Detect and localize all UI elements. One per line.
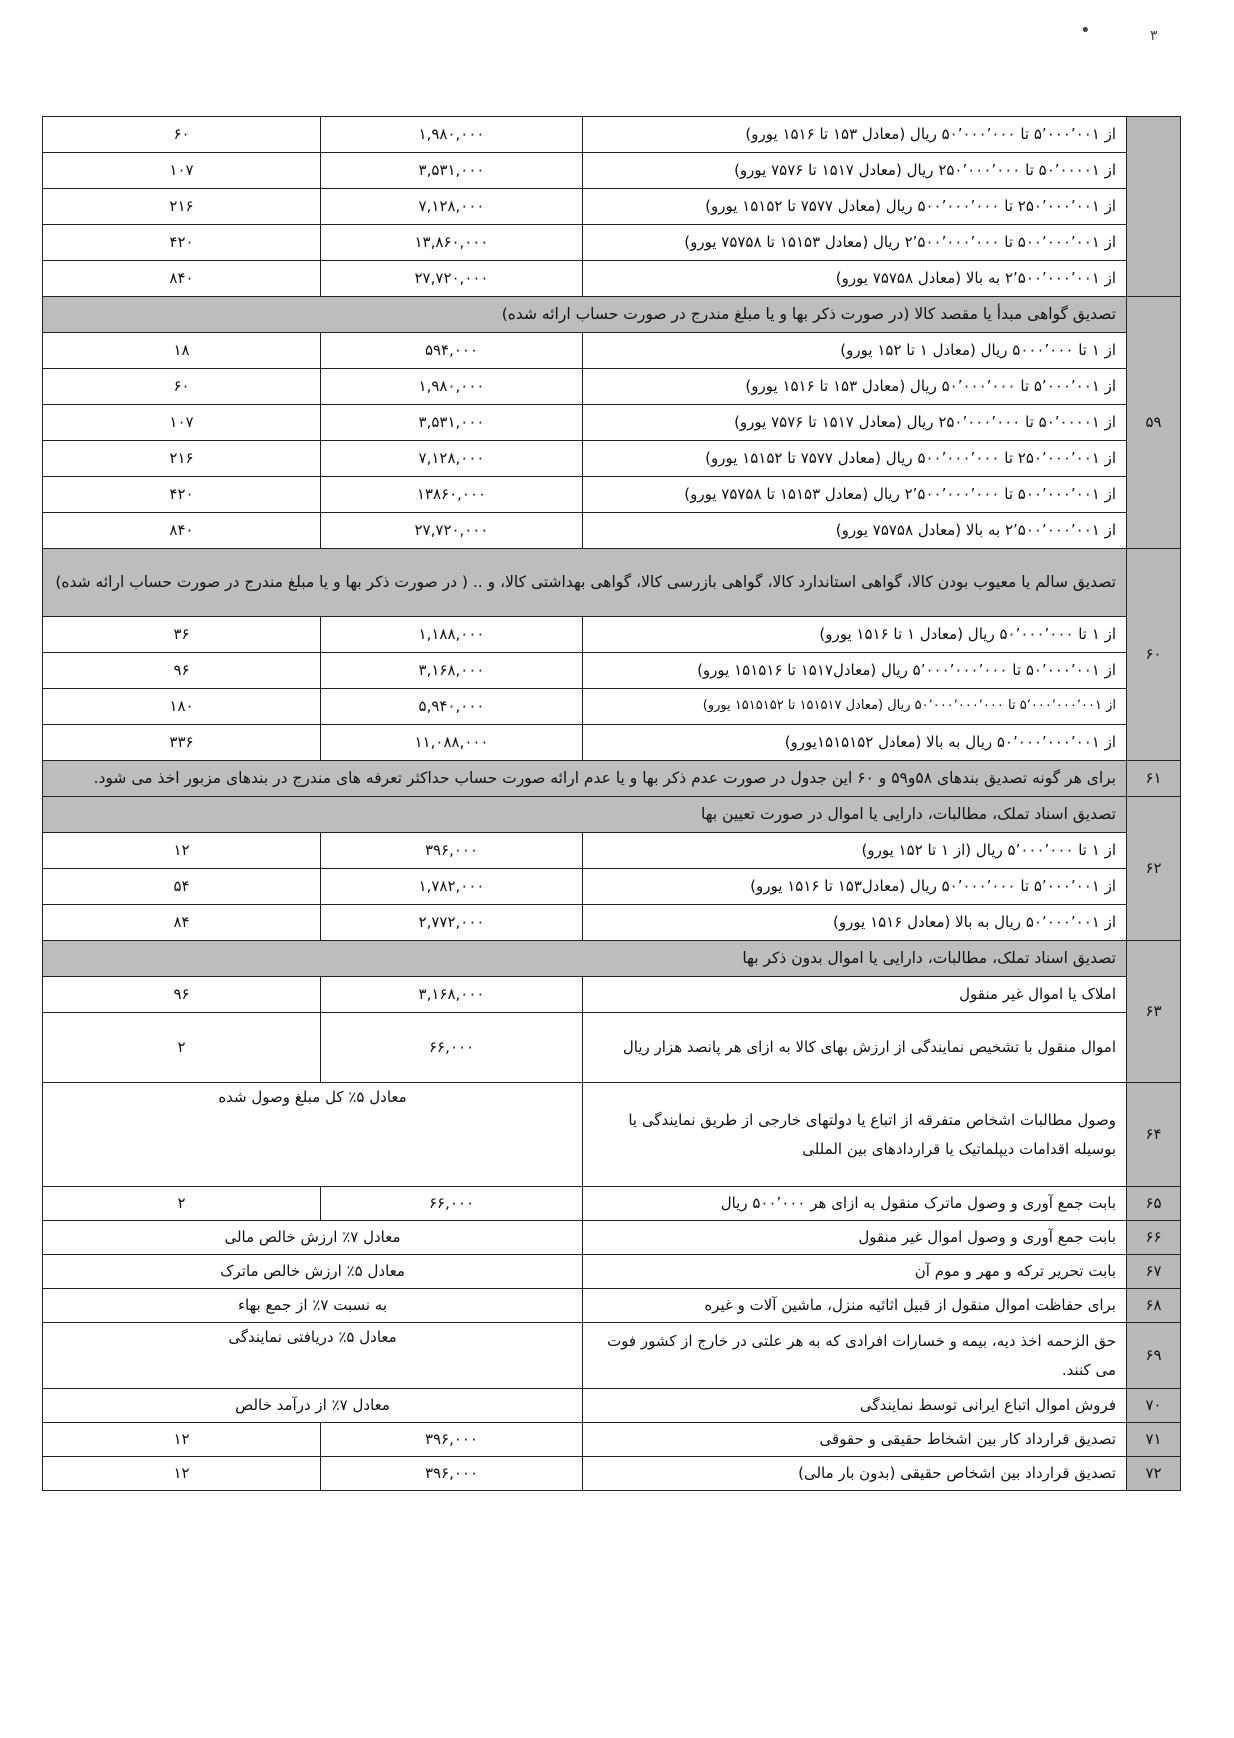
row-description: از ۵٬۰۰۰٬۰۰۱ تا ۵۰٬۰۰۰٬۰۰۰ ریال (معادل ۱۵۳ تا ۱۵۱۶ یورو) (583, 117, 1127, 153)
row-price: ۷,۱۲۸,۰۰۰ (321, 441, 583, 477)
row-price: ۳۹۶,۰۰۰ (321, 1457, 583, 1491)
row-euro: ۲۱۶ (43, 441, 321, 477)
row-description: از ۲٬۵۰۰٬۰۰۰٬۰۰۱ به بالا (معادل ۷۵۷۵۸ یورو) (583, 261, 1127, 297)
row-euro: ۵۴ (43, 869, 321, 905)
table-row (43, 1423, 1181, 1457)
row-euro: ۱۰۷ (43, 153, 321, 189)
table-row (43, 869, 1181, 905)
row-euro: ۱۸۰ (43, 689, 321, 725)
row-description: برای حفاظت اموال منقول از قبیل اثاثیه منزل، ماشین آلات و غیره (583, 1289, 1127, 1323)
row-price: ۱,۹۸۰,۰۰۰ (321, 117, 583, 153)
row-fee: معادل ۵٪ کل مبلغ وصول شده (43, 1083, 583, 1187)
table-row (43, 189, 1181, 225)
table-row (43, 1221, 1181, 1255)
table-row (43, 369, 1181, 405)
row-price: ۳,۱۶۸,۰۰۰ (321, 653, 583, 689)
row-description: از ۵٬۰۰۰٬۰۰۱ تا ۵۰٬۰۰۰٬۰۰۰ ریال (معادل ۱۵۳ تا ۱۵۱۶ یورو) (583, 369, 1127, 405)
table-row (43, 653, 1181, 689)
row-description: بابت تحریر ترکه و مهر و موم آن (583, 1255, 1127, 1289)
row-description: حق الزحمه اخذ دیه، بیمه و خسارات افرادی که به هر علتی در خارج از کشور فوت می کنند. (583, 1323, 1127, 1389)
row-number (1127, 117, 1181, 297)
row-price: ۱,۱۸۸,۰۰۰ (321, 617, 583, 653)
row-euro: ۴۲۰ (43, 477, 321, 513)
row-number: ۶۲ (1127, 797, 1181, 941)
row-description: از ۵۰٬۰۰۰۰۱ تا ۲۵۰٬۰۰۰٬۰۰۰ ریال (معادل ۱۵۱۷ تا ۷۵۷۶ یورو) (583, 153, 1127, 189)
table-row (43, 977, 1181, 1013)
row-price: ۷,۱۲۸,۰۰۰ (321, 189, 583, 225)
row-description: از ۵۰٬۰۰۰٬۰۰۱ تا ۵٬۰۰۰٬۰۰۰٬۰۰۰ ریال (معادل۱۵۱۷ تا ۱۵۱۵۱۶ یورو) (583, 653, 1127, 689)
row-number: ۶۰ (1127, 549, 1181, 761)
section-header-row (43, 761, 1181, 797)
row-description: از ۱ تا ۵۰٬۰۰۰٬۰۰۰ ریال (معادل ۱ تا ۱۵۱۶ یورو) (583, 617, 1127, 653)
row-number: ۷۰ (1127, 1389, 1181, 1423)
row-description: از ۲۵۰٬۰۰۰٬۰۰۱ تا ۵۰۰٬۰۰۰٬۰۰۰ ریال (معادل ۷۵۷۷ تا ۱۵۱۵۲ یورو) (583, 441, 1127, 477)
row-description: از ۵۰٬۰۰۰۰۱ تا ۲۵۰٬۰۰۰٬۰۰۰ ریال (معادل ۱۵۱۷ تا ۷۵۷۶ یورو) (583, 405, 1127, 441)
row-euro: ۱۲ (43, 1423, 321, 1457)
row-description: وصول مطالبات اشخاص متفرقه از اتباع یا دولتهای خارجی از طریق نمایندگی یا بوسیله اقدامات دیپلماتیک یا قراردادهای بین المللی (583, 1083, 1127, 1187)
row-euro: ۹۶ (43, 977, 321, 1013)
row-description: از ۲٬۵۰۰٬۰۰۰٬۰۰۱ به بالا (معادل ۷۵۷۵۸ یورو) (583, 513, 1127, 549)
table-row (43, 617, 1181, 653)
row-number: ۶۶ (1127, 1221, 1181, 1255)
row-price: ۱,۷۸۲,۰۰۰ (321, 869, 583, 905)
row-description: از ۵٬۰۰۰٬۰۰۱ تا ۵۰٬۰۰۰٬۰۰۰ ریال (معادل۱۵۳ تا ۱۵۱۶ یورو) (583, 869, 1127, 905)
table-row (43, 1083, 1181, 1187)
table-row (43, 905, 1181, 941)
row-price: ۵۹۴,۰۰۰ (321, 333, 583, 369)
row-fee: معادل ۵٪ ارزش خالص ماترک (43, 1255, 583, 1289)
table-row (43, 1255, 1181, 1289)
row-price: ۱۳,۸۶۰,۰۰۰ (321, 225, 583, 261)
section-header-row (43, 797, 1181, 833)
table-row (43, 261, 1181, 297)
row-price: ۳,۱۶۸,۰۰۰ (321, 977, 583, 1013)
row-euro: ۱۲ (43, 1457, 321, 1491)
table-row (43, 513, 1181, 549)
row-description: از ۵۰٬۰۰۰٬۰۰۱ ریال به بالا (معادل ۱۵۱۶ یورو) (583, 905, 1127, 941)
table-row (43, 405, 1181, 441)
row-fee: به نسبت ۷٪ از جمع بهاء (43, 1289, 583, 1323)
row-price: ۲,۷۷۲,۰۰۰ (321, 905, 583, 941)
row-number: ۷۱ (1127, 1423, 1181, 1457)
row-description: بابت جمع آوری و وصول ماترک منقول به ازای هر ۵۰۰٬۰۰۰ ریال (583, 1187, 1127, 1221)
row-number: ۵۹ (1127, 297, 1181, 549)
row-price: ۱۱,۰۸۸,۰۰۰ (321, 725, 583, 761)
section-header: تصدیق سالم یا معیوب بودن کالا، گواهی استاندارد کالا، گواهی بازرسی کالا، گواهی بهداشتی کالا، و .. ( در صورت ذکر بها و یا مبلغ مندرج در صورت حساب ارائه شده) (43, 549, 1127, 617)
row-description: تصدیق قرارداد کار بین اشخاط حقیقی و حقوقی (583, 1423, 1127, 1457)
table-row (43, 725, 1181, 761)
row-euro: ۹۶ (43, 653, 321, 689)
page-dot: • (1080, 20, 1091, 41)
row-description: از ۵۰٬۰۰۰٬۰۰۰٬۰۰۱ ریال به بالا (معادل ۱۵۱۵۱۵۲یورو) (583, 725, 1127, 761)
row-euro: ۴۲۰ (43, 225, 321, 261)
row-description: از ۵۰۰٬۰۰۰٬۰۰۱ تا ۲٬۵۰۰٬۰۰۰٬۰۰۰ ریال (معادل ۱۵۱۵۳ تا ۷۵۷۵۸ یورو) (583, 477, 1127, 513)
row-price: ۱,۹۸۰,۰۰۰ (321, 369, 583, 405)
table-row (43, 225, 1181, 261)
table-row (43, 689, 1181, 725)
row-euro: ۲۱۶ (43, 189, 321, 225)
section-header-row (43, 549, 1181, 617)
row-price: ۳۹۶,۰۰۰ (321, 1423, 583, 1457)
row-description: اموال منقول با تشخیص نمایندگی از ارزش بهای کالا به ازای هر پانصد هزار ریال (583, 1013, 1127, 1083)
section-header-row (43, 941, 1181, 977)
row-euro: ۶۰ (43, 369, 321, 405)
table-row (43, 1457, 1181, 1491)
row-euro: ۱۲ (43, 833, 321, 869)
table-row (43, 833, 1181, 869)
row-description: تصدیق قرارداد بین اشخاص حقیقی (بدون بار مالی) (583, 1457, 1127, 1491)
table-row (43, 1187, 1181, 1221)
row-fee: معادل ۷٪ ارزش خالص مالی (43, 1221, 583, 1255)
section-note: برای هر گونه تصدیق بندهای ۵۸و۵۹ و ۶۰ این جدول در صورت عدم ذکر بها و یا عدم ارائه صورت حساب حداکثر تعرفه های مندرج در بندهای مزبور اخذ می شود. (43, 761, 1127, 797)
row-number: ۶۵ (1127, 1187, 1181, 1221)
row-euro: ۸۴ (43, 905, 321, 941)
tariff-table (42, 116, 1181, 1491)
row-price: ۱۳۸۶۰,۰۰۰ (321, 477, 583, 513)
row-euro: ۸۴۰ (43, 513, 321, 549)
row-price: ۳۹۶,۰۰۰ (321, 833, 583, 869)
row-number: ۷۲ (1127, 1457, 1181, 1491)
section-header: تصدیق اسناد تملک، مطالبات، دارایی یا اموال در صورت تعیین بها (43, 797, 1127, 833)
table-row (43, 441, 1181, 477)
row-price: ۳,۵۳۱,۰۰۰ (321, 405, 583, 441)
table-row (43, 1013, 1181, 1083)
row-euro: ۱۸ (43, 333, 321, 369)
section-header-row (43, 297, 1181, 333)
row-euro: ۶۰ (43, 117, 321, 153)
row-description: از ۵۰۰٬۰۰۰٬۰۰۱ تا ۲٬۵۰۰٬۰۰۰٬۰۰۰ ریال (معادل ۱۵۱۵۳ تا ۷۵۷۵۸ یورو) (583, 225, 1127, 261)
table-row (43, 153, 1181, 189)
section-header: تصدیق اسناد تملک، مطالبات، دارایی یا اموال بدون ذکر بها (43, 941, 1127, 977)
row-price: ۲۷,۷۲۰,۰۰۰ (321, 261, 583, 297)
row-price: ۶۶,۰۰۰ (321, 1187, 583, 1221)
row-description: فروش اموال اتباع ایرانی توسط نمایندگی (583, 1389, 1127, 1423)
row-euro: ۳۳۶ (43, 725, 321, 761)
table-row (43, 477, 1181, 513)
row-description: املاک یا اموال غیر منقول (583, 977, 1127, 1013)
table-row (43, 333, 1181, 369)
row-description: بابت جمع آوری و وصول اموال غیر منقول (583, 1221, 1127, 1255)
row-number: ۶۴ (1127, 1083, 1181, 1187)
table-row (43, 1389, 1181, 1423)
row-description: از ۱ تا ۵٬۰۰۰٬۰۰۰ ریال (از ۱ تا ۱۵۲ یورو) (583, 833, 1127, 869)
row-euro: ۲ (43, 1187, 321, 1221)
row-description: از ۲۵۰٬۰۰۰٬۰۰۱ تا ۵۰۰٬۰۰۰٬۰۰۰ ریال (معادل ۷۵۷۷ تا ۱۵۱۵۲ یورو) (583, 189, 1127, 225)
row-euro: ۲ (43, 1013, 321, 1083)
row-price: ۵,۹۴۰,۰۰۰ (321, 689, 583, 725)
row-price: ۲۷,۷۲۰,۰۰۰ (321, 513, 583, 549)
row-euro: ۳۶ (43, 617, 321, 653)
row-fee: معادل ۵٪ دریافتی نمایندگی (43, 1323, 583, 1389)
page-number: ۳ (1150, 28, 1158, 44)
row-euro: ۸۴۰ (43, 261, 321, 297)
row-number: ۶۳ (1127, 941, 1181, 1083)
row-price: ۶۶,۰۰۰ (321, 1013, 583, 1083)
row-fee: معادل ۷٪ از درآمد خالص (43, 1389, 583, 1423)
row-number: ۶۷ (1127, 1255, 1181, 1289)
row-description: از ۵٬۰۰۰٬۰۰۰٬۰۰۱ تا ۵۰٬۰۰۰٬۰۰۰٬۰۰۰ ریال (معادل ۱۵۱۵۱۷ تا ۱۵۱۵۱۵۲ یورو) (583, 689, 1127, 725)
row-euro: ۱۰۷ (43, 405, 321, 441)
row-number: ۶۱ (1127, 761, 1181, 797)
table-row (43, 117, 1181, 153)
row-number: ۶۹ (1127, 1323, 1181, 1389)
row-description: از ۱ تا ۵۰۰۰٬۰۰۰ ریال (معادل ۱ تا ۱۵۲ یورو) (583, 333, 1127, 369)
table-row (43, 1323, 1181, 1389)
row-number: ۶۸ (1127, 1289, 1181, 1323)
table-row (43, 1289, 1181, 1323)
row-price: ۳,۵۳۱,۰۰۰ (321, 153, 583, 189)
section-header: تصدیق گواهی مبدأ یا مقصد کالا (در صورت ذکر بها و یا مبلغ مندرج در صورت حساب ارائه شده) (43, 297, 1127, 333)
